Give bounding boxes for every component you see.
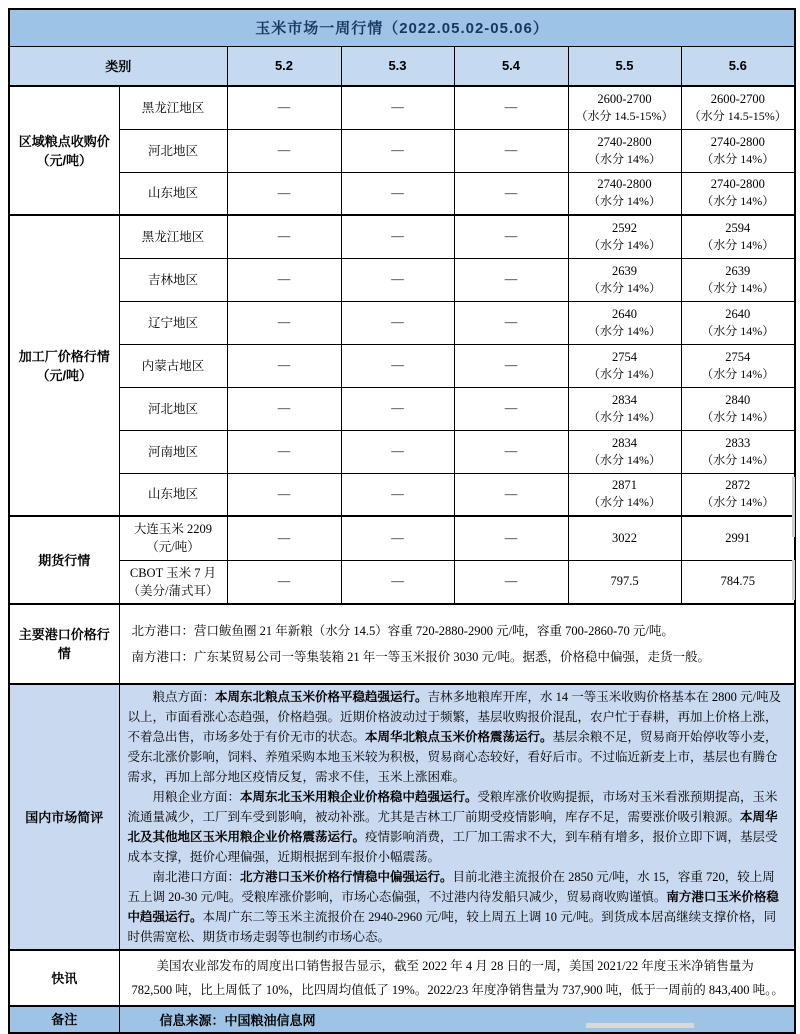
- value-line: —: [504, 272, 518, 286]
- value-cell: [341, 301, 454, 344]
- value-line: —: [504, 100, 518, 115]
- value-line: —: [391, 574, 404, 589]
- row-label-line: （元/吨）: [146, 540, 200, 555]
- row-label-line: 黑龙江地区: [141, 229, 205, 244]
- value-cell: [681, 387, 795, 430]
- date-column-header: 5.4: [454, 46, 568, 86]
- comment-paragraph: [128, 687, 787, 787]
- price-row: [9, 86, 795, 129]
- value-line: 2871: [612, 478, 637, 493]
- section-label: [9, 215, 119, 516]
- value-line: —: [391, 486, 404, 501]
- value-line: —: [277, 530, 291, 545]
- value-line: —: [504, 401, 518, 415]
- value-line: 784.75: [720, 574, 755, 589]
- value-cell: [227, 86, 341, 129]
- value-cell: [454, 387, 568, 430]
- value-line: —: [391, 315, 404, 329]
- row-label-line: 山东地区: [147, 186, 198, 201]
- row-label-line: （美分/蒲式耳）: [127, 583, 219, 598]
- value-cell: [341, 387, 454, 430]
- value-line: —: [391, 185, 404, 200]
- news-flash-label: 快讯: [9, 950, 119, 1006]
- value-line: —: [504, 530, 518, 545]
- value-cell: [681, 215, 795, 258]
- value-line: 2833: [725, 435, 751, 450]
- value-line: （水分 14%）: [701, 366, 775, 381]
- sheet-edge-artifact: [586, 1023, 694, 1028]
- value-line: （水分 14%）: [588, 194, 661, 209]
- value-line: 3022: [612, 530, 637, 545]
- value-cell: [341, 129, 454, 172]
- value-line: —: [504, 185, 518, 200]
- port-section-label: 主要港口价格行情: [9, 604, 119, 684]
- value-cell: [568, 258, 681, 301]
- value-cell: [454, 215, 568, 258]
- value-cell: [681, 258, 795, 301]
- value-line: —: [391, 401, 404, 415]
- value-line: —: [391, 272, 404, 286]
- value-cell: [227, 560, 341, 604]
- value-line: （水分 14%）: [588, 409, 661, 424]
- value-line: —: [391, 100, 404, 115]
- value-line: —: [277, 143, 291, 157]
- text-run: 吉林多地粮库开库，水 14 一等玉米收购价格基本在 2800 元/吨及以上，市面看涨心态趋强，价格趋强。近期价格波动过于频繁，基层收购报价混乱，农户忙于春耕，再加上价格上涨，不着急出售，市场多处于有价无市的状态。: [127, 690, 782, 744]
- value-cell: [568, 344, 681, 387]
- port-line: 南方港口：广东某贸易公司一等集装箱 21 年一等玉米报价 3030 元/吨。据悉，价格稳中偏强，走货一般。: [131, 650, 710, 664]
- row-label: [119, 516, 227, 560]
- value-cell: [227, 172, 341, 215]
- value-line: 2991: [725, 530, 751, 545]
- value-line: 2594: [725, 220, 751, 235]
- port-price-text: [119, 604, 795, 684]
- value-line: （水分 14.5-15%）: [575, 108, 674, 123]
- value-line: （水分 14%）: [701, 151, 775, 166]
- value-cell: [454, 560, 568, 604]
- news-flash-row: [9, 950, 795, 1006]
- value-cell: [454, 473, 568, 516]
- value-cell: [454, 86, 568, 129]
- value-cell: [227, 215, 341, 258]
- date-column-header: 5.3: [341, 46, 454, 86]
- comment-paragraph: [128, 867, 787, 947]
- row-label: [119, 215, 227, 258]
- value-line: —: [504, 358, 518, 372]
- value-cell: [568, 473, 681, 516]
- bold-run: 南方港口玉米价格稳中趋强运行。: [127, 890, 779, 924]
- value-cell: [681, 473, 795, 516]
- value-cell: [568, 516, 681, 560]
- row-label: [119, 258, 227, 301]
- value-line: —: [504, 486, 518, 501]
- row-label-line: 大连玉米 2209: [133, 522, 213, 537]
- value-cell: [341, 430, 454, 473]
- port-line: 北方港口：营口鲅鱼圈 21 年新粮（水分 14.5）容重 720-2880-2900 元/吨，容重 700-2860-70 元/吨。: [131, 624, 674, 638]
- info-source-text: 信息来源：中国粮油信息网: [119, 1006, 795, 1033]
- value-cell: [681, 516, 795, 560]
- sheet-edge-artifact: [792, 477, 795, 537]
- value-line: （水分 14%）: [588, 323, 661, 338]
- value-line: —: [277, 444, 291, 458]
- value-line: 2639: [612, 263, 637, 278]
- value-cell: [568, 129, 681, 172]
- row-label-line: CBOT 玉米 7 月: [129, 565, 217, 580]
- category-header: 类别: [9, 46, 227, 86]
- value-line: 2840: [725, 392, 751, 407]
- value-line: （水分 14%）: [701, 409, 775, 424]
- value-line: （水分 14%）: [588, 151, 661, 166]
- value-line: —: [277, 358, 291, 372]
- value-line: 2872: [725, 478, 751, 493]
- value-cell: [568, 86, 681, 129]
- row-label: [119, 473, 227, 516]
- value-line: —: [391, 358, 404, 372]
- value-line: —: [277, 574, 291, 589]
- value-cell: [681, 560, 795, 604]
- value-line: （水分 14.5-15%）: [688, 108, 787, 123]
- value-line: 2754: [612, 349, 637, 364]
- value-cell: [341, 258, 454, 301]
- date-column-header: 5.2: [227, 46, 341, 86]
- comment-text: [119, 684, 795, 950]
- price-row: [9, 258, 795, 301]
- price-row: [9, 301, 795, 344]
- value-line: —: [391, 530, 404, 545]
- bold-run: 本周东北玉米用粮企业价格稳中趋强运行。: [240, 790, 478, 804]
- value-cell: [568, 560, 681, 604]
- value-line: —: [504, 444, 518, 458]
- row-label: [119, 301, 227, 344]
- value-cell: [681, 344, 795, 387]
- value-line: （水分 14%）: [701, 323, 775, 338]
- text-run: 目前北港主流报价在 2850 元/吨，水 15，容重 720，较上周五上调 20-30 元/吨。受粮库涨价影响，市场心态偏强，不过港内待发船只减少，贸易商收购谨慎。: [127, 870, 775, 904]
- value-line: —: [277, 229, 291, 244]
- price-row: [9, 215, 795, 258]
- value-line: 2740-2800: [597, 134, 652, 149]
- value-line: （水分 14%）: [588, 366, 661, 381]
- row-label: [119, 430, 227, 473]
- value-cell: [341, 560, 454, 604]
- row-label: [119, 560, 227, 604]
- value-line: —: [504, 229, 518, 244]
- section-label: [9, 86, 119, 215]
- value-line: 2754: [725, 349, 751, 364]
- value-line: —: [277, 486, 291, 501]
- value-cell: [341, 215, 454, 258]
- value-cell: [341, 172, 454, 215]
- value-cell: [341, 86, 454, 129]
- value-line: （水分 14%）: [588, 237, 661, 252]
- date-column-header: 5.5: [568, 46, 681, 86]
- row-label-line: 河北地区: [147, 401, 198, 416]
- value-line: 2600-2700: [710, 91, 765, 106]
- port-price-row: [9, 604, 795, 684]
- value-line: 2834: [612, 435, 637, 450]
- value-line: 2639: [725, 263, 751, 278]
- value-cell: [227, 430, 341, 473]
- row-label-line: 河北地区: [147, 143, 198, 158]
- value-cell: [681, 129, 795, 172]
- value-cell: [227, 258, 341, 301]
- value-line: （水分 14%）: [588, 495, 661, 510]
- sheet-edge-artifact: [792, 560, 795, 600]
- row-label: [119, 344, 227, 387]
- value-cell: [227, 516, 341, 560]
- value-line: （水分 14%）: [701, 280, 775, 295]
- value-line: —: [277, 100, 291, 115]
- value-cell: [568, 172, 681, 215]
- remark-label: 备注: [9, 1006, 119, 1033]
- value-line: —: [277, 315, 291, 329]
- value-cell: [681, 86, 795, 129]
- bold-run: 本周东北粮点玉米价格平稳趋强运行。: [215, 690, 428, 704]
- value-cell: [341, 344, 454, 387]
- value-line: 2740-2800: [597, 177, 652, 192]
- market-comment-row: [9, 684, 795, 950]
- value-line: —: [277, 401, 291, 415]
- value-line: 2740-2800: [710, 177, 765, 192]
- date-column-header: 5.6: [681, 46, 795, 86]
- value-line: （水分 14%）: [701, 495, 775, 510]
- row-label: [119, 129, 227, 172]
- value-cell: [454, 172, 568, 215]
- value-cell: [681, 172, 795, 215]
- value-cell: [681, 430, 795, 473]
- value-line: —: [391, 229, 404, 244]
- price-row: [9, 430, 795, 473]
- price-row: [9, 129, 795, 172]
- value-cell: [227, 301, 341, 344]
- news-flash-text: [119, 950, 795, 1006]
- value-line: （水分 14%）: [588, 452, 661, 467]
- title-row: [9, 9, 795, 46]
- row-label-line: 黑龙江地区: [141, 100, 205, 115]
- text-run: 用粮企业方面：: [152, 790, 241, 804]
- value-cell: [454, 516, 568, 560]
- value-line: 2600-2700: [597, 91, 652, 106]
- bold-run: 北方港口玉米价格行情稳中偏强运行。: [240, 870, 453, 884]
- corn-market-table: [8, 8, 796, 1034]
- row-label: [119, 172, 227, 215]
- text-run: 南北港口方面：: [152, 870, 241, 884]
- row-label: [119, 86, 227, 129]
- value-line: —: [504, 315, 518, 329]
- comment-paragraph: [128, 787, 787, 867]
- value-line: —: [391, 143, 404, 157]
- row-label-line: 河南地区: [147, 444, 198, 459]
- value-cell: [227, 129, 341, 172]
- value-cell: [454, 301, 568, 344]
- page-title: 玉米市场一周行情（2022.05.02-05.06）: [9, 9, 795, 46]
- header-row: [9, 46, 795, 86]
- price-row: [9, 172, 795, 215]
- value-cell: [454, 344, 568, 387]
- value-line: （水分 14%）: [701, 194, 775, 209]
- price-row: [9, 560, 795, 604]
- value-line: 2640: [725, 306, 751, 321]
- value-line: 2640: [612, 306, 637, 321]
- value-line: （水分 14%）: [588, 280, 661, 295]
- text-run: 基层余粮不足，贸易商开始停收等小麦，受东北涨价影响，饲料、养殖采购本地玉米较为积极，贸易商心态较好，看好后市。不过临近新麦上市，基层也有腾仓需求，再加上部分地区疫情反复，需求不佳，玉米上涨困难。: [127, 730, 778, 784]
- value-cell: [568, 215, 681, 258]
- value-cell: [568, 301, 681, 344]
- section-label-line: 加工厂价格行情: [18, 348, 110, 364]
- value-cell: [227, 344, 341, 387]
- section-label: [9, 516, 119, 604]
- row-label-line: 辽宁地区: [147, 315, 198, 330]
- value-line: —: [277, 185, 291, 200]
- value-line: （水分 14%）: [701, 237, 775, 252]
- price-row: [9, 387, 795, 430]
- value-line: —: [391, 444, 404, 458]
- section-label-line: 期货行情: [38, 552, 91, 568]
- value-line: 2834: [612, 392, 637, 407]
- value-cell: [341, 473, 454, 516]
- price-row: [9, 344, 795, 387]
- news-flash-paragraph: 美国农业部发布的周度出口销售报告显示，截至 2022 年 4 月 28 日的一周，美国 2021/22 年度玉米净销售量为 782,500 吨，比上周低了 10%，比四周均值低了 19%。2022/23 年度净销售量为 737,900 吨，低于一周前的 843,400 吨。。: [131, 959, 784, 997]
- value-line: 797.5: [610, 574, 639, 589]
- text-run: 受粮库涨价收购提振，市场对玉米看涨预期提高，玉米流通量减少，工厂到车受到影响，被动补涨。尤其是吉林工厂前期受疫情影响，库存不足，需要涨价吸引粮源。: [127, 790, 778, 824]
- value-line: 2592: [612, 220, 637, 235]
- value-cell: [454, 129, 568, 172]
- bold-run: 本周华北粮点玉米价格震荡运行。: [365, 730, 553, 744]
- value-cell: [454, 430, 568, 473]
- row-label-line: 吉林地区: [147, 272, 198, 287]
- price-row: [9, 516, 795, 560]
- price-row: [9, 473, 795, 516]
- value-line: —: [504, 143, 518, 157]
- value-cell: [341, 516, 454, 560]
- value-cell: [568, 430, 681, 473]
- row-label: [119, 387, 227, 430]
- text-run: 本周广东二等玉米主流报价在 2940-2960 元/吨，较上周五上调 10 元/吨。到货成本居高继续支撑价格，同时供需宽松、期货市场走弱等也制约市场心态。: [127, 910, 777, 944]
- value-cell: [227, 387, 341, 430]
- text-run: 粮点方面：: [152, 690, 216, 704]
- bold-run: 本周华北及其他地区玉米用粮企业价格震荡运行。: [127, 810, 778, 844]
- row-label-line: 山东地区: [147, 487, 198, 502]
- comment-section-label: 国内市场简评: [9, 684, 119, 950]
- value-cell: [568, 387, 681, 430]
- value-cell: [681, 301, 795, 344]
- value-cell: [454, 258, 568, 301]
- value-line: —: [504, 574, 518, 589]
- remark-row: [9, 1006, 795, 1033]
- text-run: 疫情影响消费，工厂加工需求不大，到车稍有增多，报价立即下调，基层受成本支撑，挺价心理偏强，近期根据到车报价小幅震荡。: [127, 830, 778, 864]
- row-label-line: 内蒙古地区: [141, 358, 205, 373]
- value-cell: [227, 473, 341, 516]
- value-line: （水分 14%）: [701, 452, 775, 467]
- value-line: 2740-2800: [710, 134, 765, 149]
- section-label-line: （元/吨）: [36, 367, 93, 383]
- section-label-line: 区域粮点收购价: [18, 133, 110, 149]
- value-line: —: [277, 272, 291, 286]
- section-label-line: （元/吨）: [36, 152, 93, 168]
